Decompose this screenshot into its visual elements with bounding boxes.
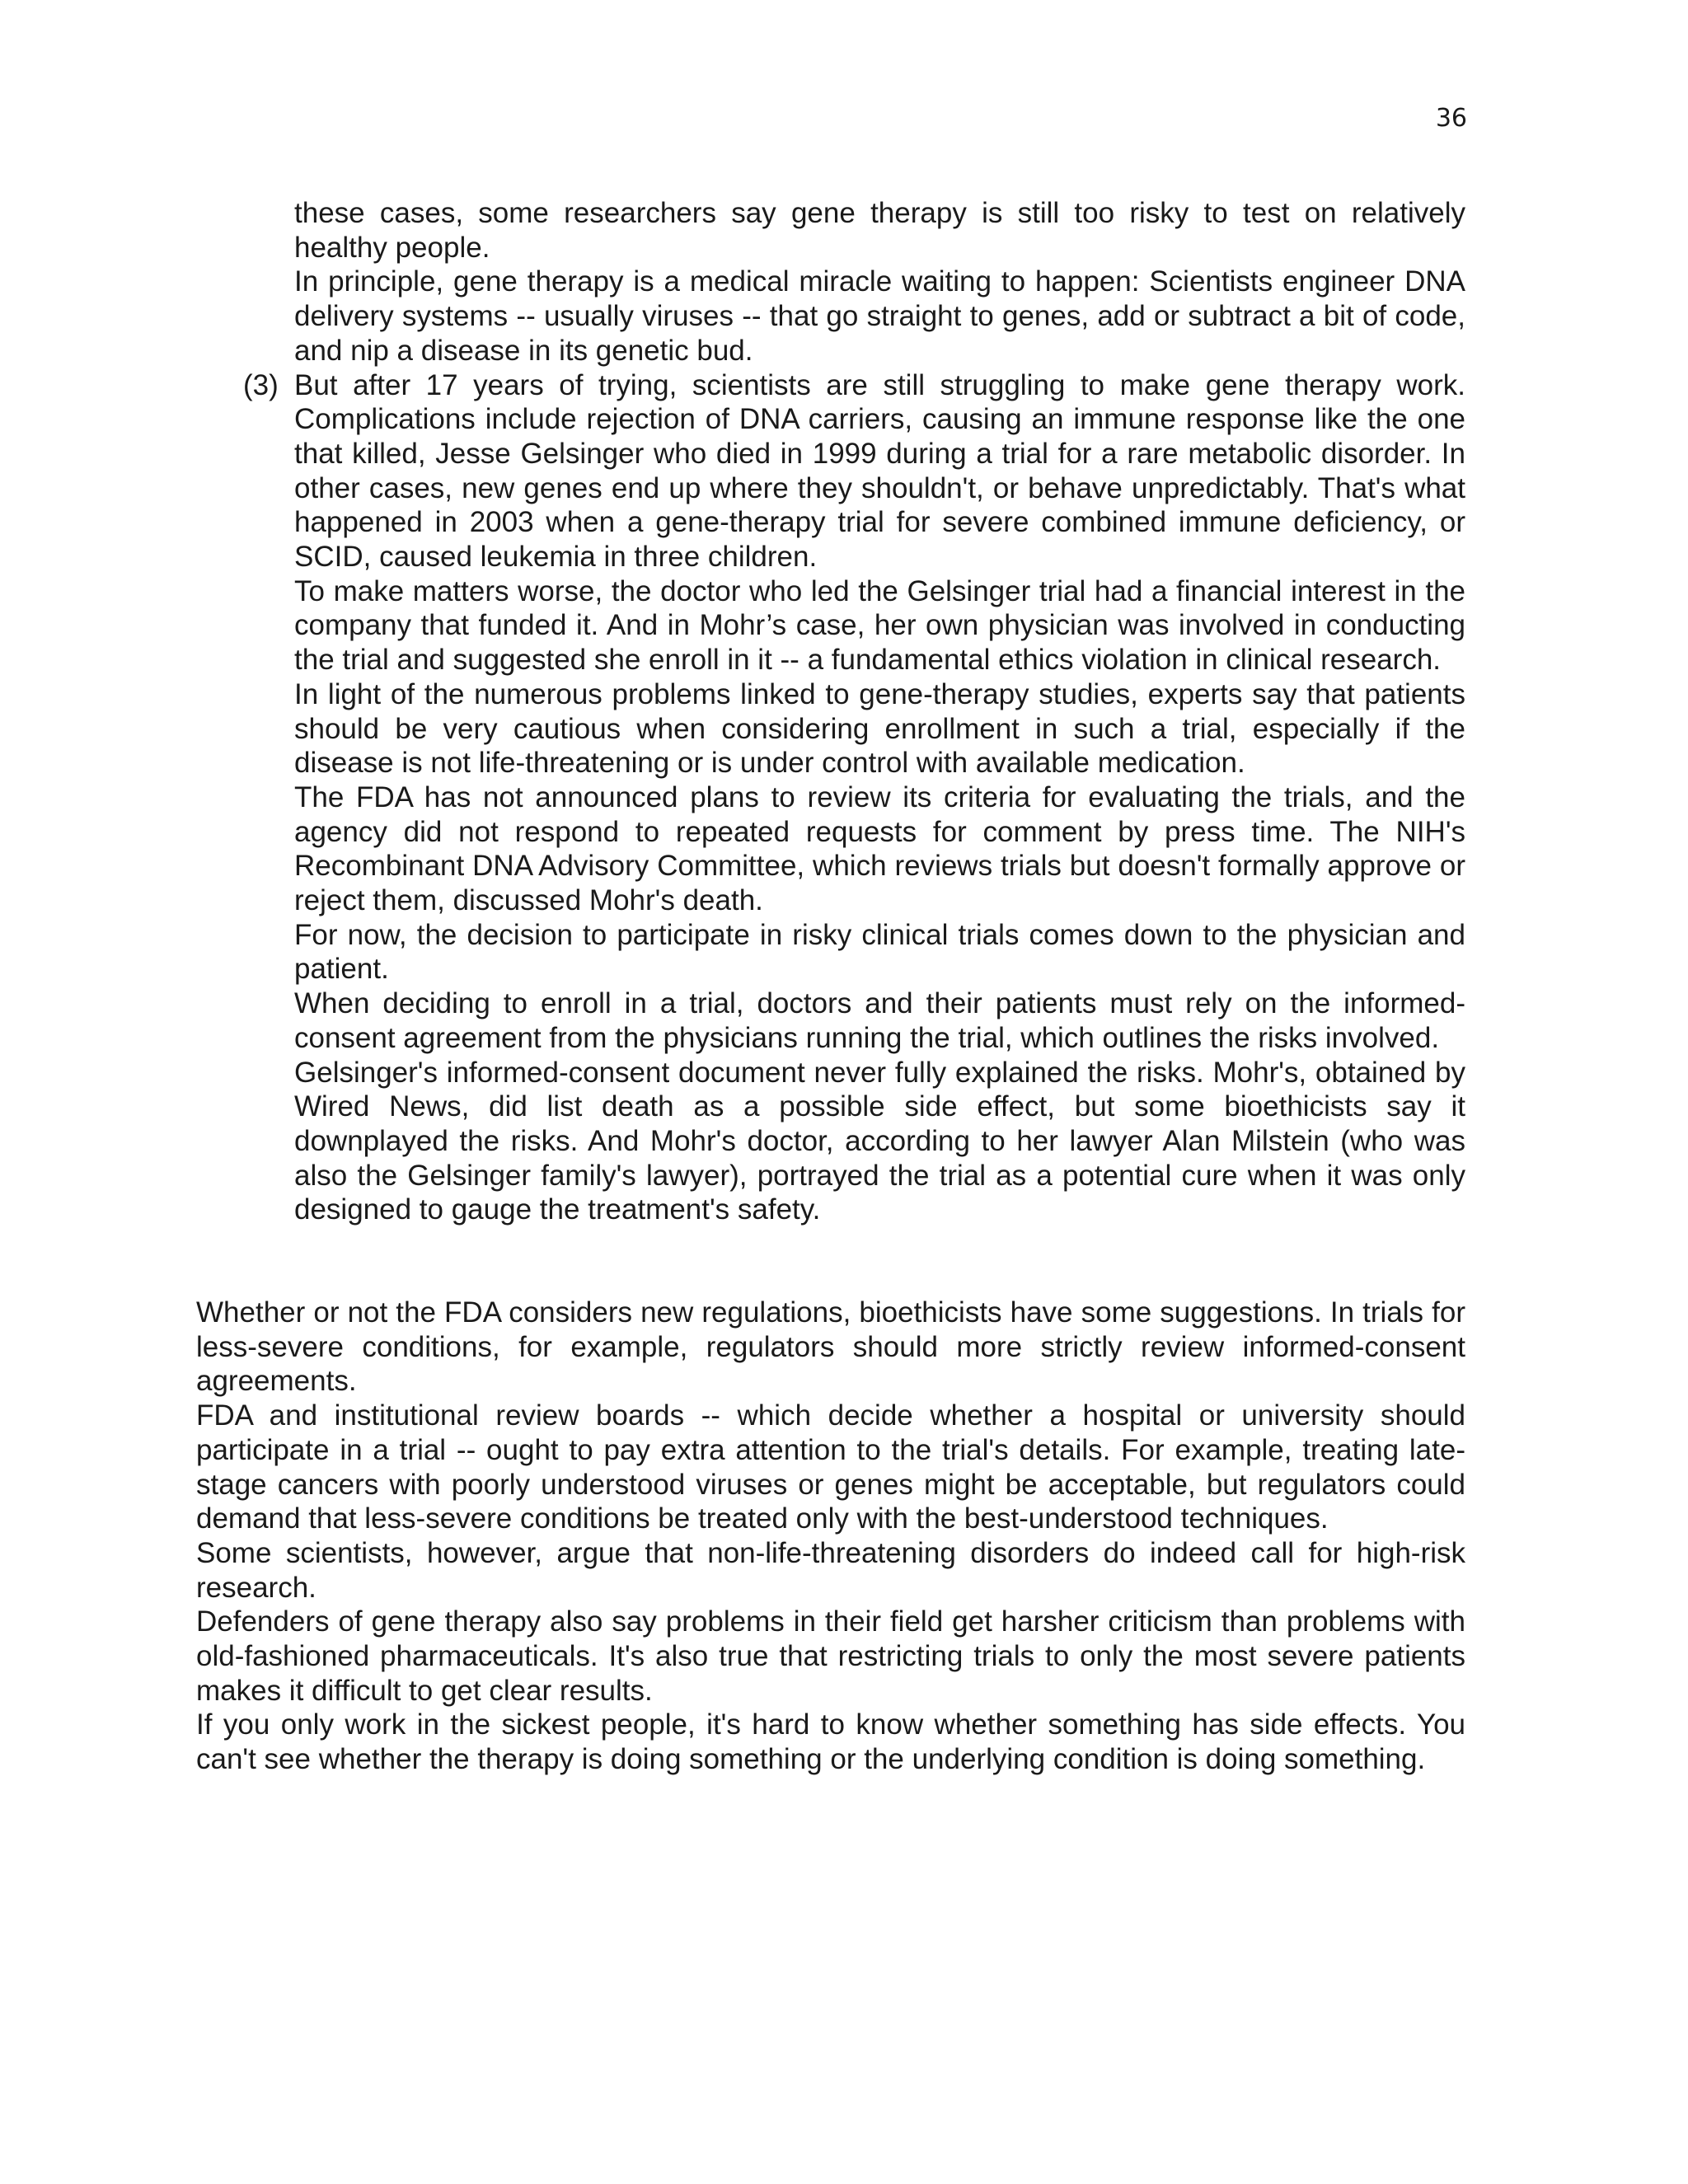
paragraph: In light of the numerous problems linked to gene-therapy studies, experts say that patients should be very cautious when considering enrollment in such a trial, especially if the disease is not life-threatening or is under control with available medication. <box>294 677 1465 780</box>
item-number: (3) <box>243 368 279 401</box>
paragraph: Defenders of gene therapy also say problems in their field get harsher criticism than problems with old-fashioned pharmaceuticals. It's also true that restricting trials to only the most severe patients makes it difficult to get clear results. <box>196 1605 1465 1707</box>
numbered-item <box>243 368 1465 574</box>
flush-section <box>196 1296 1465 1777</box>
paragraph: When deciding to enroll in a trial, doctors and their patients must rely on the informed-consent agreement from the physicians running the trial, which outlines the risks involved. <box>294 987 1465 1054</box>
paragraph: FDA and institutional review boards -- which decide whether a hospital or university should participate in a trial -- ought to pay extra attention to the trial's details. For example, treating late-stage cancers with poorly understood viruses or genes might be acceptable, but regulators could demand that less-severe conditions be treated only with the best-understood techniques. <box>196 1399 1465 1535</box>
page-number: 36 <box>1435 104 1467 133</box>
paragraph: Whether or not the FDA considers new regulations, bioethicists have some suggestions. In trials for less-severe conditions, for example, regulators should more strictly review informed-consent agreements. <box>196 1296 1465 1398</box>
paragraph: Some scientists, however, argue that non-life-threatening disorders do indeed call for high-risk research. <box>196 1536 1465 1604</box>
paragraph: Gelsinger's informed-consent document never fully explained the risks. Mohr's, obtained by Wired News, did list death as a possible side effect, but some bioethicists say it downplayed the risks. And Mohr's doctor, according to her lawyer Alan Milstein (who was also the Gelsinger family's lawyer), portrayed the trial as a potential cure when it was only designed to gauge the treatment's safety. <box>294 1056 1465 1226</box>
paragraph: In principle, gene therapy is a medical miracle waiting to happen: Scientists engineer DNA delivery systems -- usually viruses -- that go straight to genes, add or subtract a bit of code, and nip a disease in its genetic bud. <box>294 265 1465 367</box>
indented-section <box>243 196 1465 1227</box>
paragraph: these cases, some researchers say gene therapy is still too risky to test on relatively healthy people. <box>294 197 1465 264</box>
paragraph: For now, the decision to participate in risky clinical trials comes down to the physician and patient. <box>294 918 1465 986</box>
paragraph: The FDA has not announced plans to review its criteria for evaluating the trials, and the agency did not respond to repeated requests for comment by press time. The NIH's Recombinant DNA Advisory Committee, which reviews trials but doesn't formally approve or reject them, discussed Mohr's death. <box>294 780 1465 917</box>
paragraph: To make matters worse, the doctor who led the Gelsinger trial had a financial interest in the company that funded it. And in Mohr’s case, her own physician was involved in conducting the trial and suggested she enroll in it -- a fundamental ethics violation in clinical research. <box>294 574 1465 677</box>
paragraph: If you only work in the sickest people, it's hard to know whether something has side effects. You can't see whether the therapy is doing something or the underlying condition is doing something. <box>196 1708 1465 1776</box>
item-text: But after 17 years of trying, scientists are still struggling to make gene therapy work. Complications include rejection of DNA carriers, causing an immune response like the one that killed, Jesse Gelsinger who died in 1999 during a trial for a rare metabolic disorder. In other cases, new genes end up where they shouldn't, or behave unpredictably. That's what happened in 2003 when a gene-therapy trial for severe combined immune deficiency, or SCID, caused leukemia in three children. <box>294 368 1465 574</box>
